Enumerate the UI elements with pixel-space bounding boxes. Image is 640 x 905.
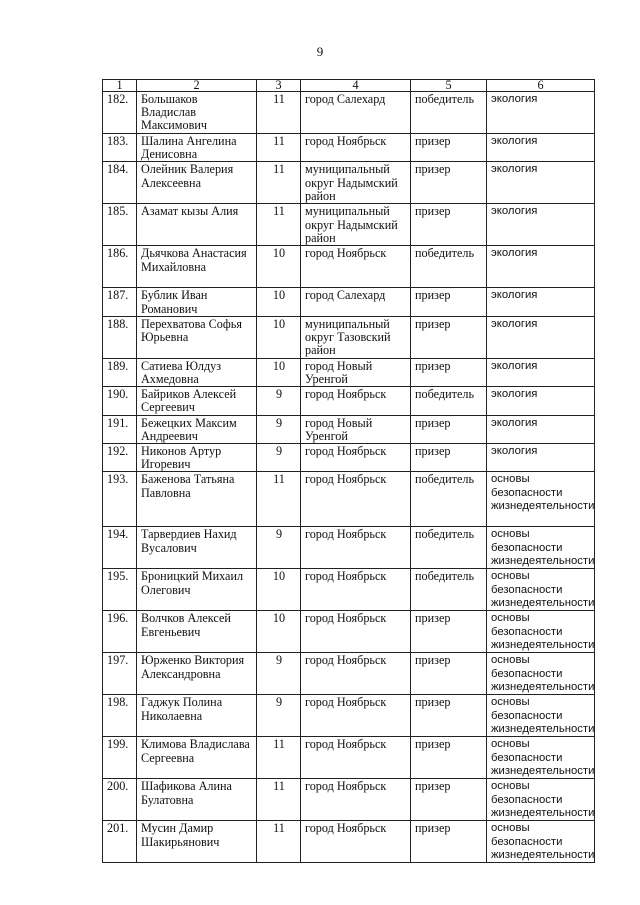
table-row <box>103 444 595 472</box>
grade: 9 <box>257 387 301 415</box>
municipality: муниципальный округ Надымский район <box>301 204 411 246</box>
municipality: город Салехард <box>301 288 411 316</box>
grade: 10 <box>257 569 301 611</box>
grade: 10 <box>257 358 301 386</box>
participant-name: Волчков Алексей Евгеньевич <box>137 611 257 653</box>
row-number: 194. <box>103 527 137 569</box>
grade: 11 <box>257 204 301 246</box>
municipality: город Новый Уренгой <box>301 358 411 386</box>
row-number: 191. <box>103 415 137 443</box>
participant-name: Бежецких Максим Андреевич <box>137 415 257 443</box>
subject: экология <box>487 246 595 288</box>
subject: основы безопасности жизнедеятельности <box>487 821 595 863</box>
subject: экология <box>487 444 595 472</box>
grade: 10 <box>257 288 301 316</box>
table-row <box>103 821 595 863</box>
participant-name: Бублик Иван Романович <box>137 288 257 316</box>
municipality: город Салехард <box>301 92 411 134</box>
table-row <box>103 695 595 737</box>
row-number: 193. <box>103 472 137 527</box>
subject: экология <box>487 92 595 134</box>
participant-name: Дьячкова Анастасия Михайловна <box>137 246 257 288</box>
table-row <box>103 246 595 288</box>
grade: 9 <box>257 527 301 569</box>
status: призер <box>411 288 487 316</box>
participant-name: Олейник Валерия Алексеевна <box>137 162 257 204</box>
municipality: город Ноябрьск <box>301 569 411 611</box>
grade: 11 <box>257 472 301 527</box>
participant-name: Азамат кызы Алия <box>137 204 257 246</box>
grade: 11 <box>257 779 301 821</box>
subject: основы безопасности жизнедеятельности <box>487 695 595 737</box>
participant-name: Баженова Татьяна Павловна <box>137 472 257 527</box>
municipality: город Ноябрьск <box>301 527 411 569</box>
table-row <box>103 204 595 246</box>
subject: экология <box>487 204 595 246</box>
grade: 9 <box>257 415 301 443</box>
grade: 10 <box>257 611 301 653</box>
status: призер <box>411 204 487 246</box>
municipality: город Ноябрьск <box>301 695 411 737</box>
table-row <box>103 288 595 316</box>
row-number: 186. <box>103 246 137 288</box>
column-number: 4 <box>301 80 411 92</box>
subject: экология <box>487 162 595 204</box>
grade: 11 <box>257 134 301 162</box>
municipality: город Ноябрьск <box>301 737 411 779</box>
status: призер <box>411 358 487 386</box>
grade: 9 <box>257 653 301 695</box>
participant-name: Гаджук Полина Николаевна <box>137 695 257 737</box>
row-number: 188. <box>103 316 137 358</box>
row-number: 189. <box>103 358 137 386</box>
status: победитель <box>411 387 487 415</box>
subject: основы безопасности жизнедеятельности <box>487 569 595 611</box>
status: победитель <box>411 92 487 134</box>
table-row <box>103 358 595 386</box>
table-row <box>103 611 595 653</box>
status: призер <box>411 611 487 653</box>
municipality: город Ноябрьск <box>301 134 411 162</box>
subject: основы безопасности жизнедеятельности <box>487 527 595 569</box>
row-number: 196. <box>103 611 137 653</box>
status: призер <box>411 134 487 162</box>
subject: экология <box>487 316 595 358</box>
column-number-row <box>103 80 595 92</box>
status: призер <box>411 821 487 863</box>
column-number: 2 <box>137 80 257 92</box>
page-number: 9 <box>316 44 324 59</box>
column-number: 1 <box>103 80 137 92</box>
subject: основы безопасности жизнедеятельности <box>487 653 595 695</box>
status: призер <box>411 316 487 358</box>
results-table <box>102 79 595 863</box>
status: призер <box>411 162 487 204</box>
subject: основы безопасности жизнедеятельности <box>487 779 595 821</box>
status: победитель <box>411 527 487 569</box>
status: победитель <box>411 569 487 611</box>
row-number: 183. <box>103 134 137 162</box>
grade: 11 <box>257 821 301 863</box>
row-number: 200. <box>103 779 137 821</box>
subject: экология <box>487 415 595 443</box>
participant-name: Тарвердиев Нахид Вусалович <box>137 527 257 569</box>
row-number: 199. <box>103 737 137 779</box>
municipality: город Ноябрьск <box>301 387 411 415</box>
municipality: город Ноябрьск <box>301 246 411 288</box>
participant-name: Юрженко Виктория Александровна <box>137 653 257 695</box>
row-number: 198. <box>103 695 137 737</box>
grade: 10 <box>257 316 301 358</box>
row-number: 197. <box>103 653 137 695</box>
municipality: город Ноябрьск <box>301 779 411 821</box>
table-row <box>103 162 595 204</box>
column-number: 6 <box>487 80 595 92</box>
table-row <box>103 92 595 134</box>
status: призер <box>411 415 487 443</box>
municipality: город Ноябрьск <box>301 611 411 653</box>
row-number: 182. <box>103 92 137 134</box>
status: победитель <box>411 472 487 527</box>
grade: 11 <box>257 162 301 204</box>
subject: основы безопасности жизнедеятельности <box>487 611 595 653</box>
subject: экология <box>487 358 595 386</box>
table-row <box>103 387 595 415</box>
subject: экология <box>487 134 595 162</box>
grade: 9 <box>257 444 301 472</box>
subject: экология <box>487 387 595 415</box>
grade: 10 <box>257 246 301 288</box>
status: призер <box>411 653 487 695</box>
table-row <box>103 472 595 527</box>
participant-name: Шафикова Алина Булатовна <box>137 779 257 821</box>
grade: 9 <box>257 695 301 737</box>
municipality: город Ноябрьск <box>301 444 411 472</box>
municipality: муниципальный округ Тазовский район <box>301 316 411 358</box>
participant-name: Перехватова Софья Юрьевна <box>137 316 257 358</box>
municipality: город Новый Уренгой <box>301 415 411 443</box>
subject: экология <box>487 288 595 316</box>
participant-name: Байриков Алексей Сергеевич <box>137 387 257 415</box>
grade: 11 <box>257 737 301 779</box>
municipality: город Ноябрьск <box>301 653 411 695</box>
table-row <box>103 779 595 821</box>
participant-name: Никонов Артур Игоревич <box>137 444 257 472</box>
row-number: 192. <box>103 444 137 472</box>
participant-name: Климова Владислава Сергеевна <box>137 737 257 779</box>
status: призер <box>411 737 487 779</box>
table-row <box>103 415 595 443</box>
status: призер <box>411 695 487 737</box>
table-row <box>103 653 595 695</box>
status: призер <box>411 779 487 821</box>
column-number: 5 <box>411 80 487 92</box>
municipality: город Ноябрьск <box>301 821 411 863</box>
subject: основы безопасности жизнедеятельности <box>487 472 595 527</box>
row-number: 201. <box>103 821 137 863</box>
row-number: 195. <box>103 569 137 611</box>
column-number: 3 <box>257 80 301 92</box>
grade: 11 <box>257 92 301 134</box>
row-number: 187. <box>103 288 137 316</box>
participant-name: Большаков Владислав Максимович <box>137 92 257 134</box>
participant-name: Шалина Ангелина Денисовна <box>137 134 257 162</box>
table-row <box>103 316 595 358</box>
row-number: 185. <box>103 204 137 246</box>
table-row <box>103 134 595 162</box>
subject: основы безопасности жизнедеятельности <box>487 737 595 779</box>
status: призер <box>411 444 487 472</box>
table-row <box>103 569 595 611</box>
table-row <box>103 527 595 569</box>
status: победитель <box>411 246 487 288</box>
participant-name: Сатиева Юлдуз Ахмедовна <box>137 358 257 386</box>
row-number: 190. <box>103 387 137 415</box>
participant-name: Броницкий Михаил Олегович <box>137 569 257 611</box>
municipality: муниципальный округ Надымский район <box>301 162 411 204</box>
table-row <box>103 737 595 779</box>
municipality: город Ноябрьск <box>301 472 411 527</box>
participant-name: Мусин Дамир Шакирьянович <box>137 821 257 863</box>
row-number: 184. <box>103 162 137 204</box>
